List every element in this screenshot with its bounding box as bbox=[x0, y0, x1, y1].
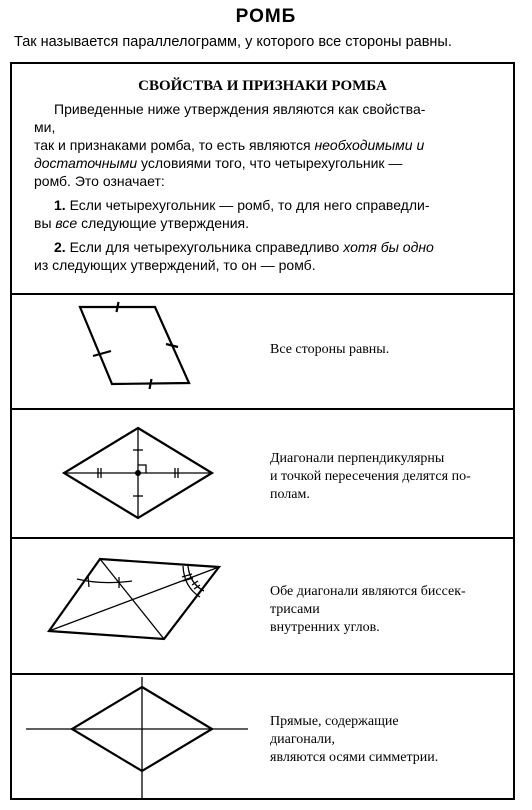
condition-2: 2. Если для четырехугольника справедливо хотя бы одно bbox=[54, 239, 434, 255]
page-title: РОМБ bbox=[235, 6, 297, 27]
definition-text: Так называется параллелограмм, у которого все стороны равны. bbox=[14, 34, 452, 50]
rhombus-equal-sides-figure bbox=[12, 295, 262, 408]
intro-line: достаточными условиями того, что четырехугольник — bbox=[34, 155, 403, 171]
property-text: Обе диагонали являются биссек- трисами внутренних углов. bbox=[270, 584, 466, 635]
rhombus-symmetry-axes-figure bbox=[12, 675, 262, 800]
property-text: Все стороны равны. bbox=[270, 342, 390, 357]
property-row-symmetry bbox=[12, 675, 513, 800]
condition-1: 1. Если четырехугольник — ромб, то для него справедли- bbox=[54, 197, 430, 213]
intro-line: так и признаками ромба, то есть являются необходимыми и bbox=[34, 137, 425, 153]
intro-text bbox=[34, 100, 499, 274]
intro-line: ми, bbox=[34, 119, 56, 135]
property-row-bisectors bbox=[12, 539, 513, 673]
condition-1-cont: вы все следующие утверждения. bbox=[34, 215, 250, 231]
property-text: Прямые, содержащие диагонали, являются осями симметрии. bbox=[270, 714, 439, 765]
intro-line: ромб. Это означает: bbox=[34, 173, 165, 189]
property-text: Диагонали перпендикулярны и точкой пересечения делятся по- полам. bbox=[270, 451, 471, 502]
condition-2-cont: из следующих утверждений, то он — ромб. bbox=[34, 257, 316, 273]
section-title: СВОЙСТВА И ПРИЗНАКИ РОМБА bbox=[138, 78, 387, 94]
properties-frame bbox=[10, 62, 515, 800]
rhombus-perpendicular-diagonals-figure bbox=[12, 410, 262, 537]
intro-line: Приведенные ниже утверждения являются как свойства- bbox=[54, 101, 426, 117]
property-row-sides bbox=[12, 295, 513, 408]
property-row-diagonals bbox=[12, 410, 513, 537]
rhombus-bisector-diagonals-figure bbox=[12, 539, 262, 673]
